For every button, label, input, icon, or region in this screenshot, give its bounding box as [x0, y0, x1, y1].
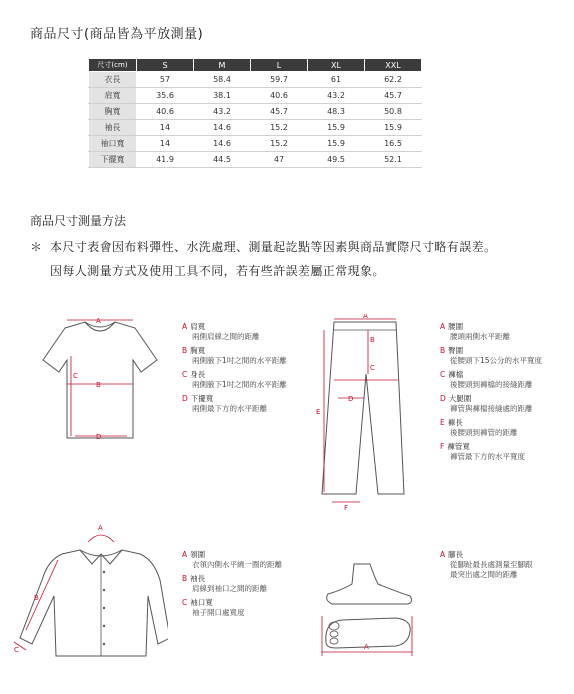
table-row	[89, 88, 422, 104]
shirt-label-b: B	[34, 594, 39, 602]
table-cell: 14.6	[194, 136, 251, 152]
table-row	[89, 104, 422, 120]
pants-diagram	[304, 314, 424, 514]
method-title: 商品尺寸測量方法	[30, 214, 127, 228]
shirt-label-a: A	[98, 524, 103, 532]
shirt-arrows	[14, 535, 114, 650]
row-label: 袖長	[89, 120, 137, 136]
table-cell: 62.2	[365, 72, 422, 88]
legend-item: A 腳長 從腳趾最長處測量至腳跟 最突出處之間的距離	[440, 550, 533, 579]
tshirt-label-b: B	[96, 381, 101, 389]
note-star: ＊	[30, 240, 43, 254]
pants-label-a: A	[363, 314, 368, 320]
tshirt-diagram	[35, 314, 165, 444]
table-row	[89, 72, 422, 88]
table-cell: 40.6	[137, 104, 194, 120]
legend-item: E 褲長 後腰頭到褲管的距離	[440, 418, 518, 437]
size-table	[88, 58, 422, 168]
legend-item: C 身長 兩側腋下1吋之間的水平距離	[182, 370, 287, 389]
legend-item: C 袖口寬 袖子開口處寬度	[182, 598, 245, 617]
row-label: 肩寬	[89, 88, 137, 104]
table-cell: 14	[137, 136, 194, 152]
size-header-xxl: XXL	[365, 59, 422, 72]
size-table-header	[89, 59, 422, 72]
foot-legend	[440, 550, 533, 584]
table-cell: 35.6	[137, 88, 194, 104]
table-cell: 59.7	[251, 72, 308, 88]
table-cell: 15.9	[308, 120, 365, 136]
table-cell: 15.2	[251, 136, 308, 152]
page-title: 商品尺寸(商品皆為平放測量)	[30, 27, 204, 42]
legend-item: C 褲檔 後腰頭到褲檔的接縫距離	[440, 370, 533, 389]
table-row	[89, 152, 422, 168]
legend-item: D 大腿圍 褲管與褲檔接縫處的距離	[440, 394, 533, 413]
row-label: 袖口寬	[89, 136, 137, 152]
pants-label-b: B	[370, 336, 375, 344]
pants-legend	[440, 322, 542, 466]
tshirt-label-d: D	[96, 433, 102, 441]
legend-item: A 領圍 衣領內側水平繞一圈的距離	[182, 550, 282, 569]
table-row	[89, 120, 422, 136]
table-cell: 47	[251, 152, 308, 168]
table-cell: 61	[308, 72, 365, 88]
table-cell: 15.9	[365, 120, 422, 136]
legend-item: A 腰圍 腰頭兩側水平距離	[440, 322, 510, 341]
shirt-diagram	[8, 520, 168, 660]
table-cell: 43.2	[194, 104, 251, 120]
foot-side-outline	[327, 564, 412, 604]
table-cell: 44.5	[194, 152, 251, 168]
legend-item: D 下擺寬 兩側最下方的水平距離	[182, 394, 267, 413]
table-row	[89, 136, 422, 152]
table-cell: 14.6	[194, 120, 251, 136]
pants-label-f: F	[344, 504, 349, 512]
tshirt-legend	[182, 322, 287, 418]
size-table-corner: 尺寸(cm)	[89, 59, 137, 72]
table-cell: 40.6	[251, 88, 308, 104]
size-header-s: S	[137, 59, 194, 72]
pants-arrows	[324, 319, 398, 502]
table-cell: 16.5	[365, 136, 422, 152]
foot-label-a: A	[364, 643, 369, 651]
table-cell: 50.8	[365, 104, 422, 120]
tshirt-outline	[43, 322, 157, 438]
size-header-xl: XL	[308, 59, 365, 72]
pants-label-d: D	[348, 395, 354, 403]
row-label: 衣長	[89, 72, 137, 88]
row-label: 胸寬	[89, 104, 137, 120]
table-cell: 49.5	[308, 152, 365, 168]
tshirt-label-a: A	[96, 317, 101, 325]
note-line-2: 因每人測量方式及使用工具不同，若有些許誤差屬正常現象。	[50, 264, 385, 278]
shirt-legend	[182, 550, 282, 622]
pants-label-e: E	[316, 408, 321, 416]
foot-diagram	[312, 556, 422, 666]
table-cell: 41.9	[137, 152, 194, 168]
table-cell: 45.7	[251, 104, 308, 120]
legend-item: A 肩寬 兩側肩線之間的距離	[182, 322, 260, 341]
shirt-label-c: C	[14, 646, 19, 654]
shirt-outline	[20, 550, 168, 656]
table-cell: 15.2	[251, 120, 308, 136]
table-cell: 58.4	[194, 72, 251, 88]
legend-item: B 臀圍 從腰頭下15公分的水平寬度	[440, 346, 543, 365]
note-text-1: 本尺寸表會因布料彈性、水洗處理、測量起訖點等因素與商品實際尺寸略有誤差。	[50, 240, 497, 254]
tshirt-label-c: C	[73, 372, 78, 380]
size-header-l: L	[251, 59, 308, 72]
legend-item: F 褲管寬 褲管最下方的水平寬度	[440, 442, 525, 461]
table-cell: 15.9	[308, 136, 365, 152]
row-label: 下擺寬	[89, 152, 137, 168]
table-cell: 14	[137, 120, 194, 136]
table-cell: 48.3	[308, 104, 365, 120]
size-header-m: M	[194, 59, 251, 72]
legend-item: B 胸寬 兩側腋下1吋之間的水平距離	[182, 346, 287, 365]
table-cell: 57	[137, 72, 194, 88]
legend-item: B 袖長 肩線到袖口之間的距離	[182, 574, 267, 593]
note-line-1	[30, 238, 496, 255]
table-cell: 43.2	[308, 88, 365, 104]
pants-outline	[322, 322, 404, 494]
table-cell: 45.7	[365, 88, 422, 104]
table-cell: 52.1	[365, 152, 422, 168]
pants-label-c: C	[370, 364, 375, 372]
table-cell: 38.1	[194, 88, 251, 104]
